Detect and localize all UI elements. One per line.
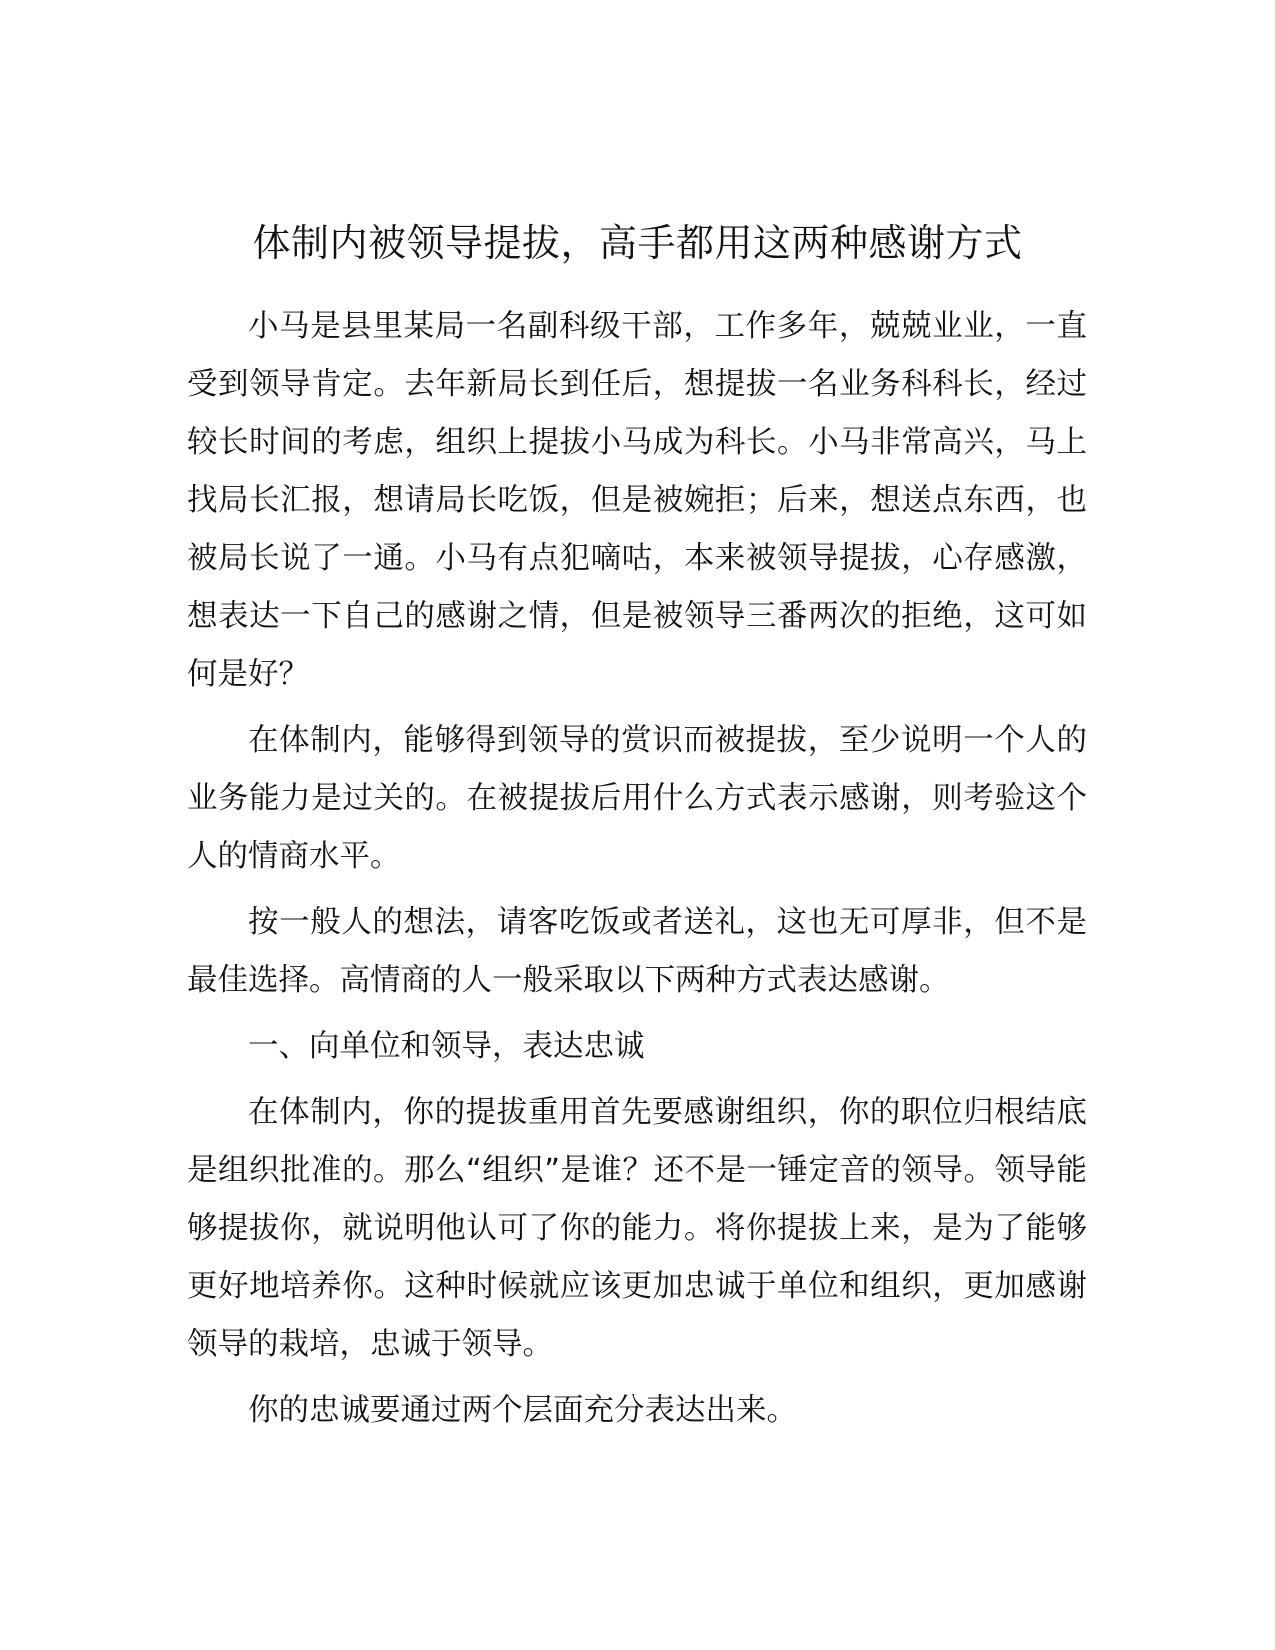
- document-body: [187, 298, 1087, 1448]
- paragraph-4: 在体制内，你的提拔重用首先要感谢组织，你的职位归根结底是组织批准的。那么“组织”是谁？还不是一锤定音的领导。领导能够提拔你，就说明他认可了你的能力。将你提拔上来，是为了能够更好地培养你。这种时候就应该更加忠诚于单位和组织，更加感谢领导的栽培，忠诚于领导。: [187, 1095, 1087, 1362]
- paragraph-5: 你的忠诚要通过两个层面充分表达出来。: [248, 1393, 797, 1428]
- paragraph-3: 按一般人的想法，请客吃饭或者送礼，这也无可厚非，但不是最佳选择。高情商的人一般采取以下两种方式表达感谢。: [187, 905, 1087, 998]
- paragraph-1: 小马是县里某局一名副科级干部，工作多年，兢兢业业，一直受到领导肯定。去年新局长到任后，想提拔一名业务科科长，经过较长时间的考虑，组织上提拔小马成为科长。小马非常高兴，马上找局长汇报，想请局长吃饭，但是被婉拒；后来，想送点东西，也被局长说了一通。小马有点犯嘀咕，本来被领导提拔，心存感激，想表达一下自己的感谢之情，但是被领导三番两次的拒绝，这可如何是好？: [187, 309, 1087, 692]
- paragraph-2: 在体制内，能够得到领导的赏识而被提拔，至少说明一个人的业务能力是过关的。在被提拔后用什么方式表示感谢，则考验这个人的情商水平。: [187, 723, 1087, 874]
- section-heading-1: 一、向单位和领导，表达忠诚: [248, 1029, 645, 1064]
- document-title: 体制内被领导提拔，高手都用这两种感谢方式: [252, 221, 1023, 265]
